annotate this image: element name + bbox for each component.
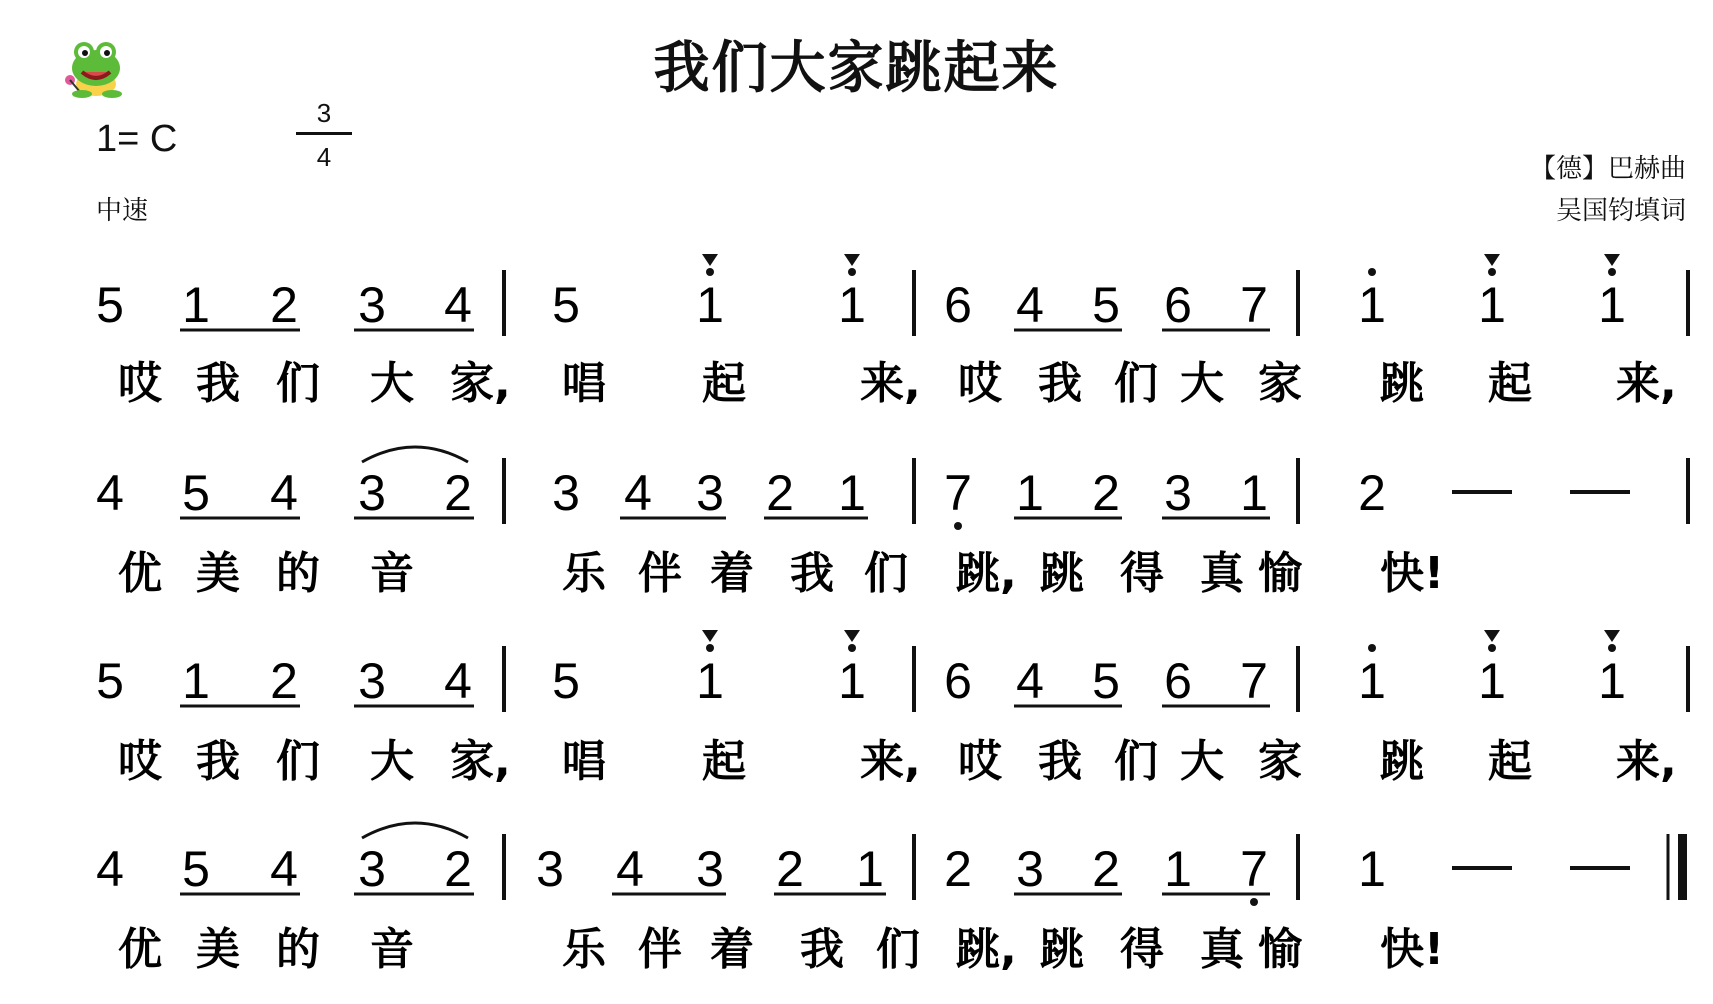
lyric: 们 — [276, 736, 320, 787]
lyric: 家, — [450, 736, 511, 787]
note: 3 — [358, 277, 386, 333]
note: 3 — [696, 465, 724, 521]
note: 1 — [838, 277, 866, 333]
note: 2 — [776, 841, 804, 897]
song-title: 我们大家跳起来 — [653, 36, 1060, 101]
note: 1 — [1358, 841, 1386, 897]
lyric: 的 — [276, 548, 320, 599]
low-octave-dot — [1250, 898, 1258, 906]
note: 7 — [1240, 277, 1268, 333]
note: 3 — [358, 465, 386, 521]
note: 6 — [944, 277, 972, 333]
accent-mark — [844, 630, 860, 642]
high-octave-dot — [1608, 644, 1616, 652]
note: 4 — [270, 465, 298, 521]
lyric: 真 — [1200, 924, 1244, 975]
note: 5 — [96, 277, 124, 333]
high-octave-dot — [1488, 644, 1496, 652]
lyric: 起 — [702, 736, 746, 787]
accent-mark — [1604, 630, 1620, 642]
note: 2 — [766, 465, 794, 521]
tempo-marking: 中速 — [96, 196, 149, 226]
note: 1 — [696, 277, 724, 333]
note: 5 — [96, 653, 124, 709]
note: 1 — [1478, 653, 1506, 709]
accent-mark — [1484, 630, 1500, 642]
lyric: 来, — [860, 736, 921, 787]
lyric: 我 — [1038, 736, 1082, 787]
accent-mark — [1604, 254, 1620, 266]
lyric: 我 — [196, 358, 240, 409]
lyric: 优 — [118, 924, 162, 975]
note: 6 — [1164, 653, 1192, 709]
lyric: 着 — [710, 548, 754, 599]
note: 1 — [838, 653, 866, 709]
note: 3 — [1016, 841, 1044, 897]
accent-mark — [702, 630, 718, 642]
lyric: 来, — [1616, 736, 1677, 787]
accent-mark — [1484, 254, 1500, 266]
note: 1 — [1164, 841, 1192, 897]
note: 2 — [1092, 841, 1120, 897]
note: 6 — [1164, 277, 1192, 333]
lyric: 大 — [370, 358, 414, 409]
note: 1 — [696, 653, 724, 709]
lyric: 我 — [196, 736, 240, 787]
lyric: 家 — [1258, 736, 1302, 787]
note: 1 — [1358, 277, 1386, 333]
lyric: 伴 — [638, 548, 682, 599]
lyric: 大 — [1180, 736, 1224, 787]
high-octave-dot — [848, 644, 856, 652]
lyric: 乐 — [562, 924, 606, 975]
lyric: 哎 — [118, 736, 162, 787]
note: 1 — [856, 841, 884, 897]
note: 3 — [552, 465, 580, 521]
note: 2 — [1092, 465, 1120, 521]
lyric: 愉 — [1258, 548, 1302, 599]
lyric: 愉 — [1258, 924, 1302, 975]
time-signature-numerator: 3 — [316, 98, 332, 128]
note: 6 — [944, 653, 972, 709]
lyric: 起 — [702, 358, 746, 409]
lyric: 跳 — [1380, 358, 1424, 409]
note: 3 — [696, 841, 724, 897]
lyric: 唱 — [562, 358, 606, 409]
note: 1 — [182, 277, 210, 333]
note: 1 — [838, 465, 866, 521]
time-signature-denominator: 4 — [316, 142, 332, 172]
note: 3 — [536, 841, 564, 897]
lyric: 跳 — [1380, 736, 1424, 787]
slur — [362, 823, 468, 838]
high-octave-dot — [1368, 644, 1376, 652]
note: 4 — [96, 841, 124, 897]
composer-credit: 【德】巴赫曲 — [1529, 154, 1686, 184]
lyric: 家 — [1258, 358, 1302, 409]
lyric: 我 — [1038, 358, 1082, 409]
note: 2 — [444, 465, 472, 521]
slur — [362, 447, 468, 462]
lyric: 跳 — [1040, 924, 1084, 975]
note: 5 — [552, 653, 580, 709]
note: 4 — [96, 465, 124, 521]
lyric: 哎 — [958, 736, 1002, 787]
lyric: 唱 — [562, 736, 606, 787]
accent-mark — [702, 254, 718, 266]
note: 4 — [624, 465, 652, 521]
note: 2 — [270, 653, 298, 709]
note: 1 — [1598, 653, 1626, 709]
note: 7 — [1240, 841, 1268, 897]
note: 2 — [444, 841, 472, 897]
note: 2 — [270, 277, 298, 333]
note: 4 — [1016, 653, 1044, 709]
note: 5 — [1092, 277, 1120, 333]
lyric: 伴 — [638, 924, 682, 975]
note: 1 — [1478, 277, 1506, 333]
lyric: 起 — [1488, 358, 1532, 409]
lyric: 家, — [450, 358, 511, 409]
note: 1 — [1240, 465, 1268, 521]
high-octave-dot — [1608, 268, 1616, 276]
lyric: 大 — [1180, 358, 1224, 409]
high-octave-dot — [1368, 268, 1376, 276]
note: 3 — [1164, 465, 1192, 521]
lyric: 美 — [196, 924, 240, 975]
note: 1 — [1016, 465, 1044, 521]
note: 3 — [358, 841, 386, 897]
lyric: 乐 — [562, 548, 606, 599]
lyric: 美 — [196, 548, 240, 599]
high-octave-dot — [848, 268, 856, 276]
lyric: 优 — [118, 548, 162, 599]
lyric: 得 — [1120, 548, 1164, 599]
low-octave-dot — [954, 522, 962, 530]
note: 4 — [444, 277, 472, 333]
note: 5 — [182, 841, 210, 897]
note: 4 — [1016, 277, 1044, 333]
lyric: 得 — [1120, 924, 1164, 975]
lyricist-credit: 吴国钧填词 — [1555, 196, 1686, 226]
lyric: 着 — [710, 924, 754, 975]
lyric: 哎 — [958, 358, 1002, 409]
lyric: 起 — [1488, 736, 1532, 787]
accent-mark — [844, 254, 860, 266]
lyric: 跳, — [956, 548, 1017, 599]
note: 4 — [270, 841, 298, 897]
lyric: 们 — [864, 548, 908, 599]
high-octave-dot — [706, 644, 714, 652]
note: 1 — [1598, 277, 1626, 333]
note: 5 — [182, 465, 210, 521]
lyric: 们 — [1114, 358, 1158, 409]
lyric: 大 — [370, 736, 414, 787]
note: 1 — [182, 653, 210, 709]
note: 3 — [358, 653, 386, 709]
lyric: 音 — [370, 924, 414, 975]
lyric: 我 — [800, 924, 844, 975]
lyric: 们 — [276, 358, 320, 409]
lyric: 们 — [1114, 736, 1158, 787]
note: 5 — [1092, 653, 1120, 709]
note: 1 — [1358, 653, 1386, 709]
lyric: 跳 — [1040, 548, 1084, 599]
note: 7 — [944, 465, 972, 521]
note: 2 — [944, 841, 972, 897]
lyric: 真 — [1200, 548, 1244, 599]
lyric: 音 — [370, 548, 414, 599]
lyric: 们 — [876, 924, 920, 975]
note: 7 — [1240, 653, 1268, 709]
lyric: 哎 — [118, 358, 162, 409]
note: 2 — [1358, 465, 1386, 521]
note: 4 — [616, 841, 644, 897]
note: 5 — [552, 277, 580, 333]
note: 4 — [444, 653, 472, 709]
lyric: 的 — [276, 924, 320, 975]
key-signature: 1= C — [96, 118, 178, 160]
lyric: 来, — [1616, 358, 1677, 409]
final-bar-thick — [1678, 834, 1687, 900]
lyric: 快! — [1380, 924, 1445, 975]
lyric: 我 — [790, 548, 834, 599]
high-octave-dot — [706, 268, 714, 276]
lyric: 跳, — [956, 924, 1017, 975]
lyric: 来, — [860, 358, 921, 409]
high-octave-dot — [1488, 268, 1496, 276]
lyric: 快! — [1380, 548, 1445, 599]
